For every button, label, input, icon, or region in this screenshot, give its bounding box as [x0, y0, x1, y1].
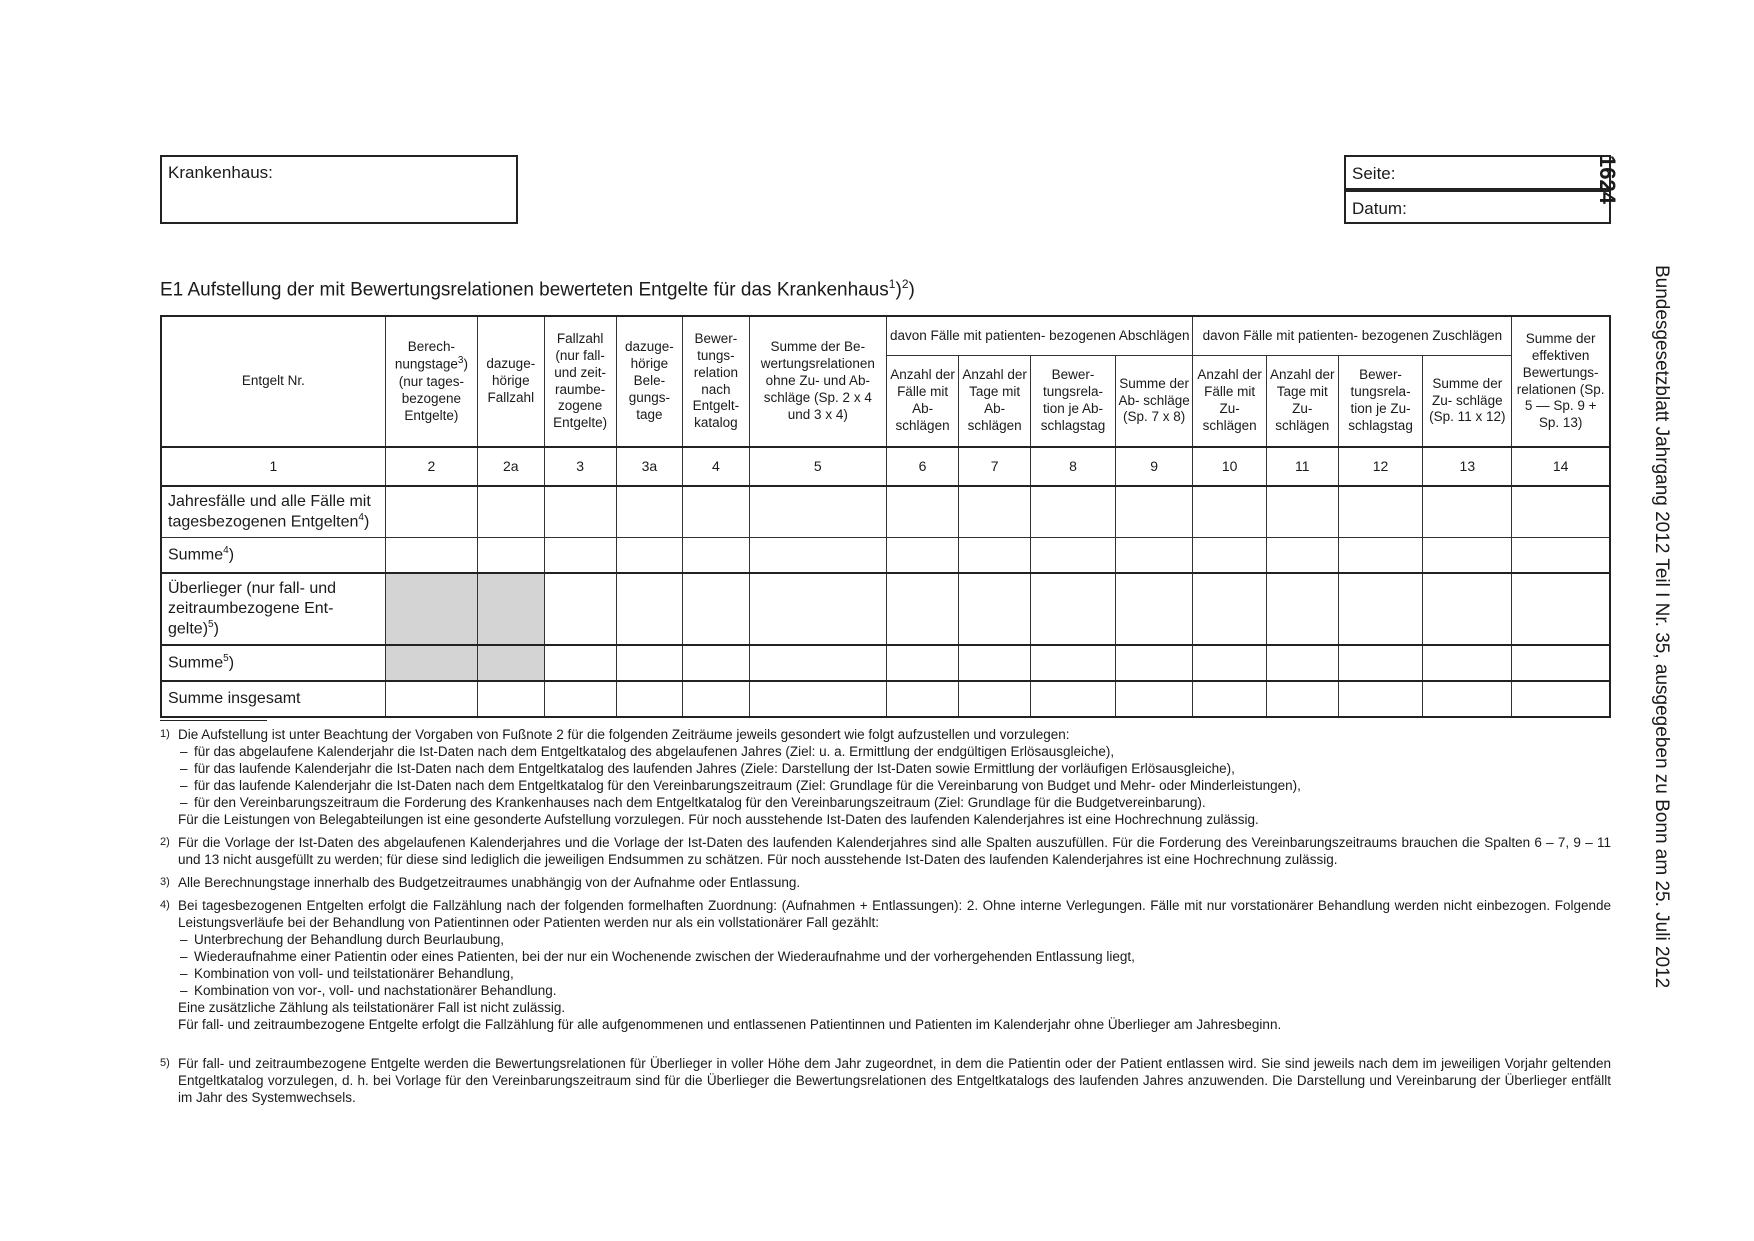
input-cell[interactable]	[1423, 538, 1512, 574]
input-cell[interactable]	[1512, 486, 1610, 538]
footnote-item: – für das laufende Kalenderjahr die Ist-Daten nach dem Entgeltkatalog des laufenden Jahres (Ziele: Darstellung der Ist-Daten sowie Ermittlung der vorläufigen Erlösausgleiche),	[178, 760, 1611, 777]
e1-table	[160, 315, 1611, 718]
input-cell[interactable]	[1266, 538, 1338, 574]
input-cell[interactable]	[1031, 538, 1116, 574]
footnotes	[160, 726, 1611, 1112]
input-cell[interactable]	[1338, 681, 1423, 717]
input-cell[interactable]	[1266, 681, 1338, 717]
input-cell[interactable]	[1423, 486, 1512, 538]
col-number: 3a	[616, 447, 682, 486]
input-cell[interactable]	[1031, 573, 1116, 645]
datum-label: Datum:	[1352, 199, 1407, 218]
col-header-4: Bewer- tungs- relation nach Entgelt- katalog	[683, 316, 749, 447]
input-cell[interactable]	[1423, 645, 1512, 681]
input-cell[interactable]	[1512, 681, 1610, 717]
input-cell[interactable]	[683, 538, 749, 574]
footnote-3	[160, 874, 1611, 891]
col2-line-c: (nur tages-	[398, 373, 465, 389]
krankenhaus-label: Krankenhaus:	[168, 163, 273, 182]
input-cell[interactable]	[1423, 681, 1512, 717]
footnote-item: – Kombination von vor-, voll- und nachstationärer Behandlung.	[178, 982, 1611, 999]
footnote-item: – Kombination von voll- und teilstationärer Behandlung,	[178, 965, 1611, 982]
col-number: 12	[1338, 447, 1423, 486]
shaded-cell	[478, 573, 544, 645]
col-header-2: Berech- nungstage$^3$) (nur tages- bezogene Entgelte)	[385, 316, 477, 447]
input-cell[interactable]	[749, 681, 886, 717]
col-header-10: Anzahl der Fälle mit Zu- schlägen	[1193, 356, 1266, 448]
footnote-text: Für die Leistungen von Belegabteilungen ist eine gesonderte Aufstellung vorzulegen. Für noch ausstehende Ist-Daten des laufenden Kalenderjahres ist eine Hochrechnung zulässig.	[178, 812, 1259, 827]
input-cell[interactable]	[1031, 645, 1116, 681]
footnote-5	[160, 1055, 1611, 1106]
input-cell[interactable]	[959, 645, 1031, 681]
input-cell[interactable]	[544, 681, 616, 717]
input-cell[interactable]	[683, 681, 749, 717]
input-cell[interactable]	[683, 486, 749, 538]
col-number: 6	[887, 447, 959, 486]
input-cell[interactable]	[385, 681, 477, 717]
col-number: 4	[683, 447, 749, 486]
input-cell[interactable]	[1512, 538, 1610, 574]
input-cell[interactable]	[544, 486, 616, 538]
input-cell[interactable]	[544, 538, 616, 574]
input-cell[interactable]	[1115, 645, 1193, 681]
col2-fn: 3	[457, 355, 464, 367]
input-cell[interactable]	[1338, 538, 1423, 574]
col2-line-d: bezogene	[401, 390, 462, 406]
footnote-text: Für fall- und zeitraumbezogene Entgelte werden die Bewertungsrelationen für Überlieger in voller Höhe dem Jahr zugeordnet, in dem die Patientin oder der Patient entlassen wird. Sie sind jeweils nach dem im jeweiligen Vorjahr geltenden Entgeltkatalog vorzulegen, d. h. bei Vorlage für den Vereinbarungszeitraum sind für die Überlieger die Bewertungsrelationen des Entgeltkatalogs des laufenden Jahres anzuwenden. Die Darstellung und Vereinbarung der Überlieger entfällt im Jahr des Systemwechsels.	[178, 1056, 1611, 1105]
table-row-summe-insgesamt	[161, 681, 1610, 717]
input-cell[interactable]	[1338, 486, 1423, 538]
input-cell[interactable]	[1423, 573, 1512, 645]
footnote-text: Eine zusätzliche Zählung als teilstationärer Fall ist nicht zulässig.	[178, 1000, 566, 1015]
input-cell[interactable]	[887, 681, 959, 717]
row-label-text: Summe	[168, 654, 224, 672]
input-cell[interactable]	[616, 538, 682, 574]
table-row-summe5	[161, 645, 1610, 681]
footnote-1	[160, 726, 1611, 828]
table-row-ueberlieger	[161, 573, 1610, 645]
footnote-mark: 1)	[160, 728, 170, 740]
footnote-rule	[160, 720, 267, 721]
input-cell[interactable]	[1031, 681, 1116, 717]
form-title: E1 Aufstellung der mit Bewertungsrelationen bewerteten Entgelte für das Krankenhaus$^1$)$^2$)	[160, 277, 915, 301]
input-cell[interactable]	[959, 681, 1031, 717]
col2-line-a: Berech-	[407, 338, 456, 354]
input-cell[interactable]	[478, 681, 544, 717]
group-header-zuschlaege: davon Fälle mit patienten- bezogenen Zuschlägen	[1193, 316, 1512, 356]
footnote-4	[160, 897, 1611, 1033]
input-cell[interactable]	[683, 645, 749, 681]
input-cell[interactable]	[1266, 645, 1338, 681]
row-label-ueberlieger: Überlieger (nur fall- und zeitraumbezogene Ent- gelte)$^5$)	[161, 573, 385, 645]
footnote-item: – für den Vereinbarungszeitraum die Forderung des Krankenhauses nach dem Entgeltkatalog für den Vereinbarungszeitraum (Ziel: Grundlage für die Budgetvereinbarung).	[178, 794, 1611, 811]
seite-label: Seite:	[1352, 164, 1396, 183]
row-label-summe4: Summe$^4$)	[161, 538, 385, 574]
col-header-8: Bewer- tungsrela- tion je Ab- schlagstag	[1031, 356, 1116, 448]
krankenhaus-field[interactable]	[160, 155, 518, 224]
row-fn: 5	[223, 652, 229, 664]
input-cell[interactable]	[1193, 573, 1266, 645]
row-label-text: Überlieger (nur fall- und zeitraumbezogene Ent- gelte)	[168, 579, 337, 638]
input-cell[interactable]	[1031, 486, 1116, 538]
input-cell[interactable]	[478, 538, 544, 574]
shaded-cell	[385, 573, 477, 645]
input-cell[interactable]	[544, 645, 616, 681]
table-row-jahresfaelle	[161, 486, 1610, 538]
row-label-text: Summe	[168, 546, 224, 564]
col-header-1: Entgelt Nr.	[161, 316, 385, 447]
col-header-7: Anzahl der Tage mit Ab- schlägen	[959, 356, 1031, 448]
footnote-item: – für das abgelaufene Kalenderjahr die Ist-Daten nach dem Entgeltkatalog des abgelaufenen Jahres (Ziel: u. a. Ermittlung der endgültigen Erlösausgleiche),	[178, 743, 1611, 760]
col-number: 5	[749, 447, 886, 486]
input-cell[interactable]	[544, 573, 616, 645]
col-header-6: Anzahl der Fälle mit Ab- schlägen	[887, 356, 959, 448]
input-cell[interactable]	[616, 645, 682, 681]
col-header-11: Anzahl der Tage mit Zu- schlägen	[1266, 356, 1338, 448]
col-number: 11	[1266, 447, 1338, 486]
shaded-cell	[385, 645, 477, 681]
title-fn2: 2	[901, 277, 909, 291]
col-header-3: Fallzahl (nur fall- und zeit- raumbe- zogene Entgelte)	[544, 316, 616, 447]
input-cell[interactable]	[1115, 681, 1193, 717]
col-header-5: Summe der Be- wertungsrelationen ohne Zu- und Ab- schläge (Sp. 2 x 4 und 3 x 4)	[749, 316, 886, 447]
input-cell[interactable]	[385, 486, 477, 538]
input-cell[interactable]	[1266, 573, 1338, 645]
col2-line-b: nungstage	[394, 356, 458, 372]
input-cell[interactable]	[749, 573, 886, 645]
col-header-14: Summe der effektiven Bewertungs- relationen (Sp. 5 — Sp. 9 + Sp. 13)	[1512, 316, 1610, 447]
footnote-mark: 4)	[160, 899, 170, 911]
input-cell[interactable]	[959, 573, 1031, 645]
col-header-13: Summe der Zu- schläge (Sp. 11 x 12)	[1423, 356, 1512, 448]
footnote-text: Für fall- und zeitraumbezogene Entgelte erfolgt die Fallzählung für alle aufgenommenen und entlassenen Patientinnen und Patienten im Kalenderjahr ohne Überlieger am Jahresbeginn.	[178, 1017, 1282, 1032]
title-fn1: 1	[888, 277, 896, 291]
side-header: Bundesgesetzblatt Jahrgang 2012 Teil I Nr. 35, ausgegeben zu Bonn am 25. Juli 2012	[1651, 265, 1672, 989]
input-cell[interactable]	[749, 538, 886, 574]
row-label-jahresfaelle: Jahresfälle und alle Fälle mit tagesbezogenen Entgelten$^4$)	[161, 486, 385, 538]
input-cell[interactable]	[749, 645, 886, 681]
footnote-text: Alle Berechnungstage innerhalb des Budgetzeitraumes unabhängig von der Aufnahme oder Entlassung.	[178, 875, 801, 890]
input-cell[interactable]	[887, 538, 959, 574]
shaded-cell	[478, 645, 544, 681]
input-cell[interactable]	[616, 486, 682, 538]
row-label-text: Jahresfälle und alle Fälle mit tagesbezogenen Entgelten	[168, 492, 371, 531]
col-number: 13	[1423, 447, 1512, 486]
input-cell[interactable]	[749, 486, 886, 538]
row-label-summe5: Summe$^5$)	[161, 645, 385, 681]
datum-field[interactable]	[1344, 190, 1611, 224]
input-cell[interactable]	[1193, 645, 1266, 681]
footnote-mark: 3)	[160, 876, 170, 888]
input-cell[interactable]	[1512, 573, 1610, 645]
col-number: 7	[959, 447, 1031, 486]
row-fn: 5	[208, 618, 214, 630]
col-header-3a: dazuge- hörige Bele- gungs- tage	[616, 316, 682, 447]
input-cell[interactable]	[1266, 486, 1338, 538]
row-fn: 4	[223, 544, 229, 556]
input-cell[interactable]	[1193, 486, 1266, 538]
row-fn: 4	[358, 511, 364, 523]
input-cell[interactable]	[385, 538, 477, 574]
input-cell[interactable]	[1338, 573, 1423, 645]
input-cell[interactable]	[1115, 538, 1193, 574]
footnote-mark: 2)	[160, 836, 170, 848]
footnote-item: – Wiederaufnahme einer Patientin oder eines Patienten, bei der nur ein Wochenende zwischen der Wiederaufnahme und der vorhergehenden Entlassung liegt,	[178, 948, 1611, 965]
col-number: 2a	[478, 447, 544, 486]
input-cell[interactable]	[1115, 573, 1193, 645]
col-number: 9	[1115, 447, 1193, 486]
input-cell[interactable]	[1338, 645, 1423, 681]
col-number: 8	[1031, 447, 1116, 486]
footnote-text: Bei tagesbezogenen Entgelten erfolgt die Fallzählung nach der folgenden formelhaften Zuordnung: (Aufnahmen + Entlassungen): 2. Ohne interne Verlegungen. Fälle mit nur vorstationärer Behandlung werden nicht einbezogen. Folgende Leistungsverläufe bei der Behandlung von Patientinnen oder Patienten werden nur als ein vollstationärer Fall gezählt:	[178, 898, 1611, 930]
page-number: 1624	[1595, 155, 1620, 204]
row-label-summe-insgesamt: Summe insgesamt	[161, 681, 385, 717]
table-row-summe4	[161, 538, 1610, 574]
input-cell[interactable]	[887, 486, 959, 538]
input-cell[interactable]	[616, 681, 682, 717]
seite-field[interactable]	[1344, 155, 1611, 190]
input-cell[interactable]	[1115, 486, 1193, 538]
footnote-item: – Unterbrechung der Behandlung durch Beurlaubung,	[178, 931, 1611, 948]
col-number: 1	[161, 447, 385, 486]
input-cell[interactable]	[683, 573, 749, 645]
input-cell[interactable]	[959, 486, 1031, 538]
col-number: 10	[1193, 447, 1266, 486]
footnote-text: Die Aufstellung ist unter Beachtung der Vorgaben von Fußnote 2 für die folgenden Zeiträume jeweils gesondert wie folgt aufzustellen und vorzulegen:	[178, 727, 1070, 742]
input-cell[interactable]	[1193, 538, 1266, 574]
input-cell[interactable]	[887, 645, 959, 681]
input-cell[interactable]	[887, 573, 959, 645]
footnote-mark: 5)	[160, 1057, 170, 1069]
col-header-2a: dazuge-hörige Fallzahl	[478, 316, 544, 447]
col-header-9: Summe der Ab- schläge (Sp. 7 x 8)	[1115, 356, 1193, 448]
input-cell[interactable]	[478, 486, 544, 538]
col-number: 2	[385, 447, 477, 486]
col-number: 3	[544, 447, 616, 486]
form-title-text: E1 Aufstellung der mit Bewertungsrelationen bewerteten Entgelte für das Krankenhaus	[160, 279, 889, 301]
group-header-abschlaege: davon Fälle mit patienten- bezogenen Abschlägen	[887, 316, 1193, 356]
footnote-text: Für die Vorlage der Ist-Daten des abgelaufenen Kalenderjahres und die Vorlage der Ist-Daten des laufenden Kalenderjahres sind alle Spalten auszufüllen. Für die Forderung des Vereinbarungszeitraums brauchen die Spalten 6 – 7, 9 – 11 und 13 nicht ausgefüllt zu werden; für diese sind lediglich die jeweiligen Endsummen zu schätzen. Für noch ausstehende Ist-Daten des laufenden Kalenderjahres ist eine Hochrechnung zulässig.	[178, 835, 1611, 867]
footnote-2	[160, 834, 1611, 868]
input-cell[interactable]	[1512, 645, 1610, 681]
col2-line-e: Entgelte)	[404, 407, 459, 423]
input-cell[interactable]	[1193, 681, 1266, 717]
footnote-item: – für das laufende Kalenderjahr die Ist-Daten nach dem Entgeltkatalog für den Vereinbarungszeitraum (Ziel: Grundlage für die Vereinbarung von Budget und Mehr- oder Minderleistungen),	[178, 777, 1611, 794]
col-header-12: Bewer- tungsrela- tion je Zu- schlagstag	[1338, 356, 1423, 448]
input-cell[interactable]	[616, 573, 682, 645]
input-cell[interactable]	[959, 538, 1031, 574]
col-number: 14	[1512, 447, 1610, 486]
